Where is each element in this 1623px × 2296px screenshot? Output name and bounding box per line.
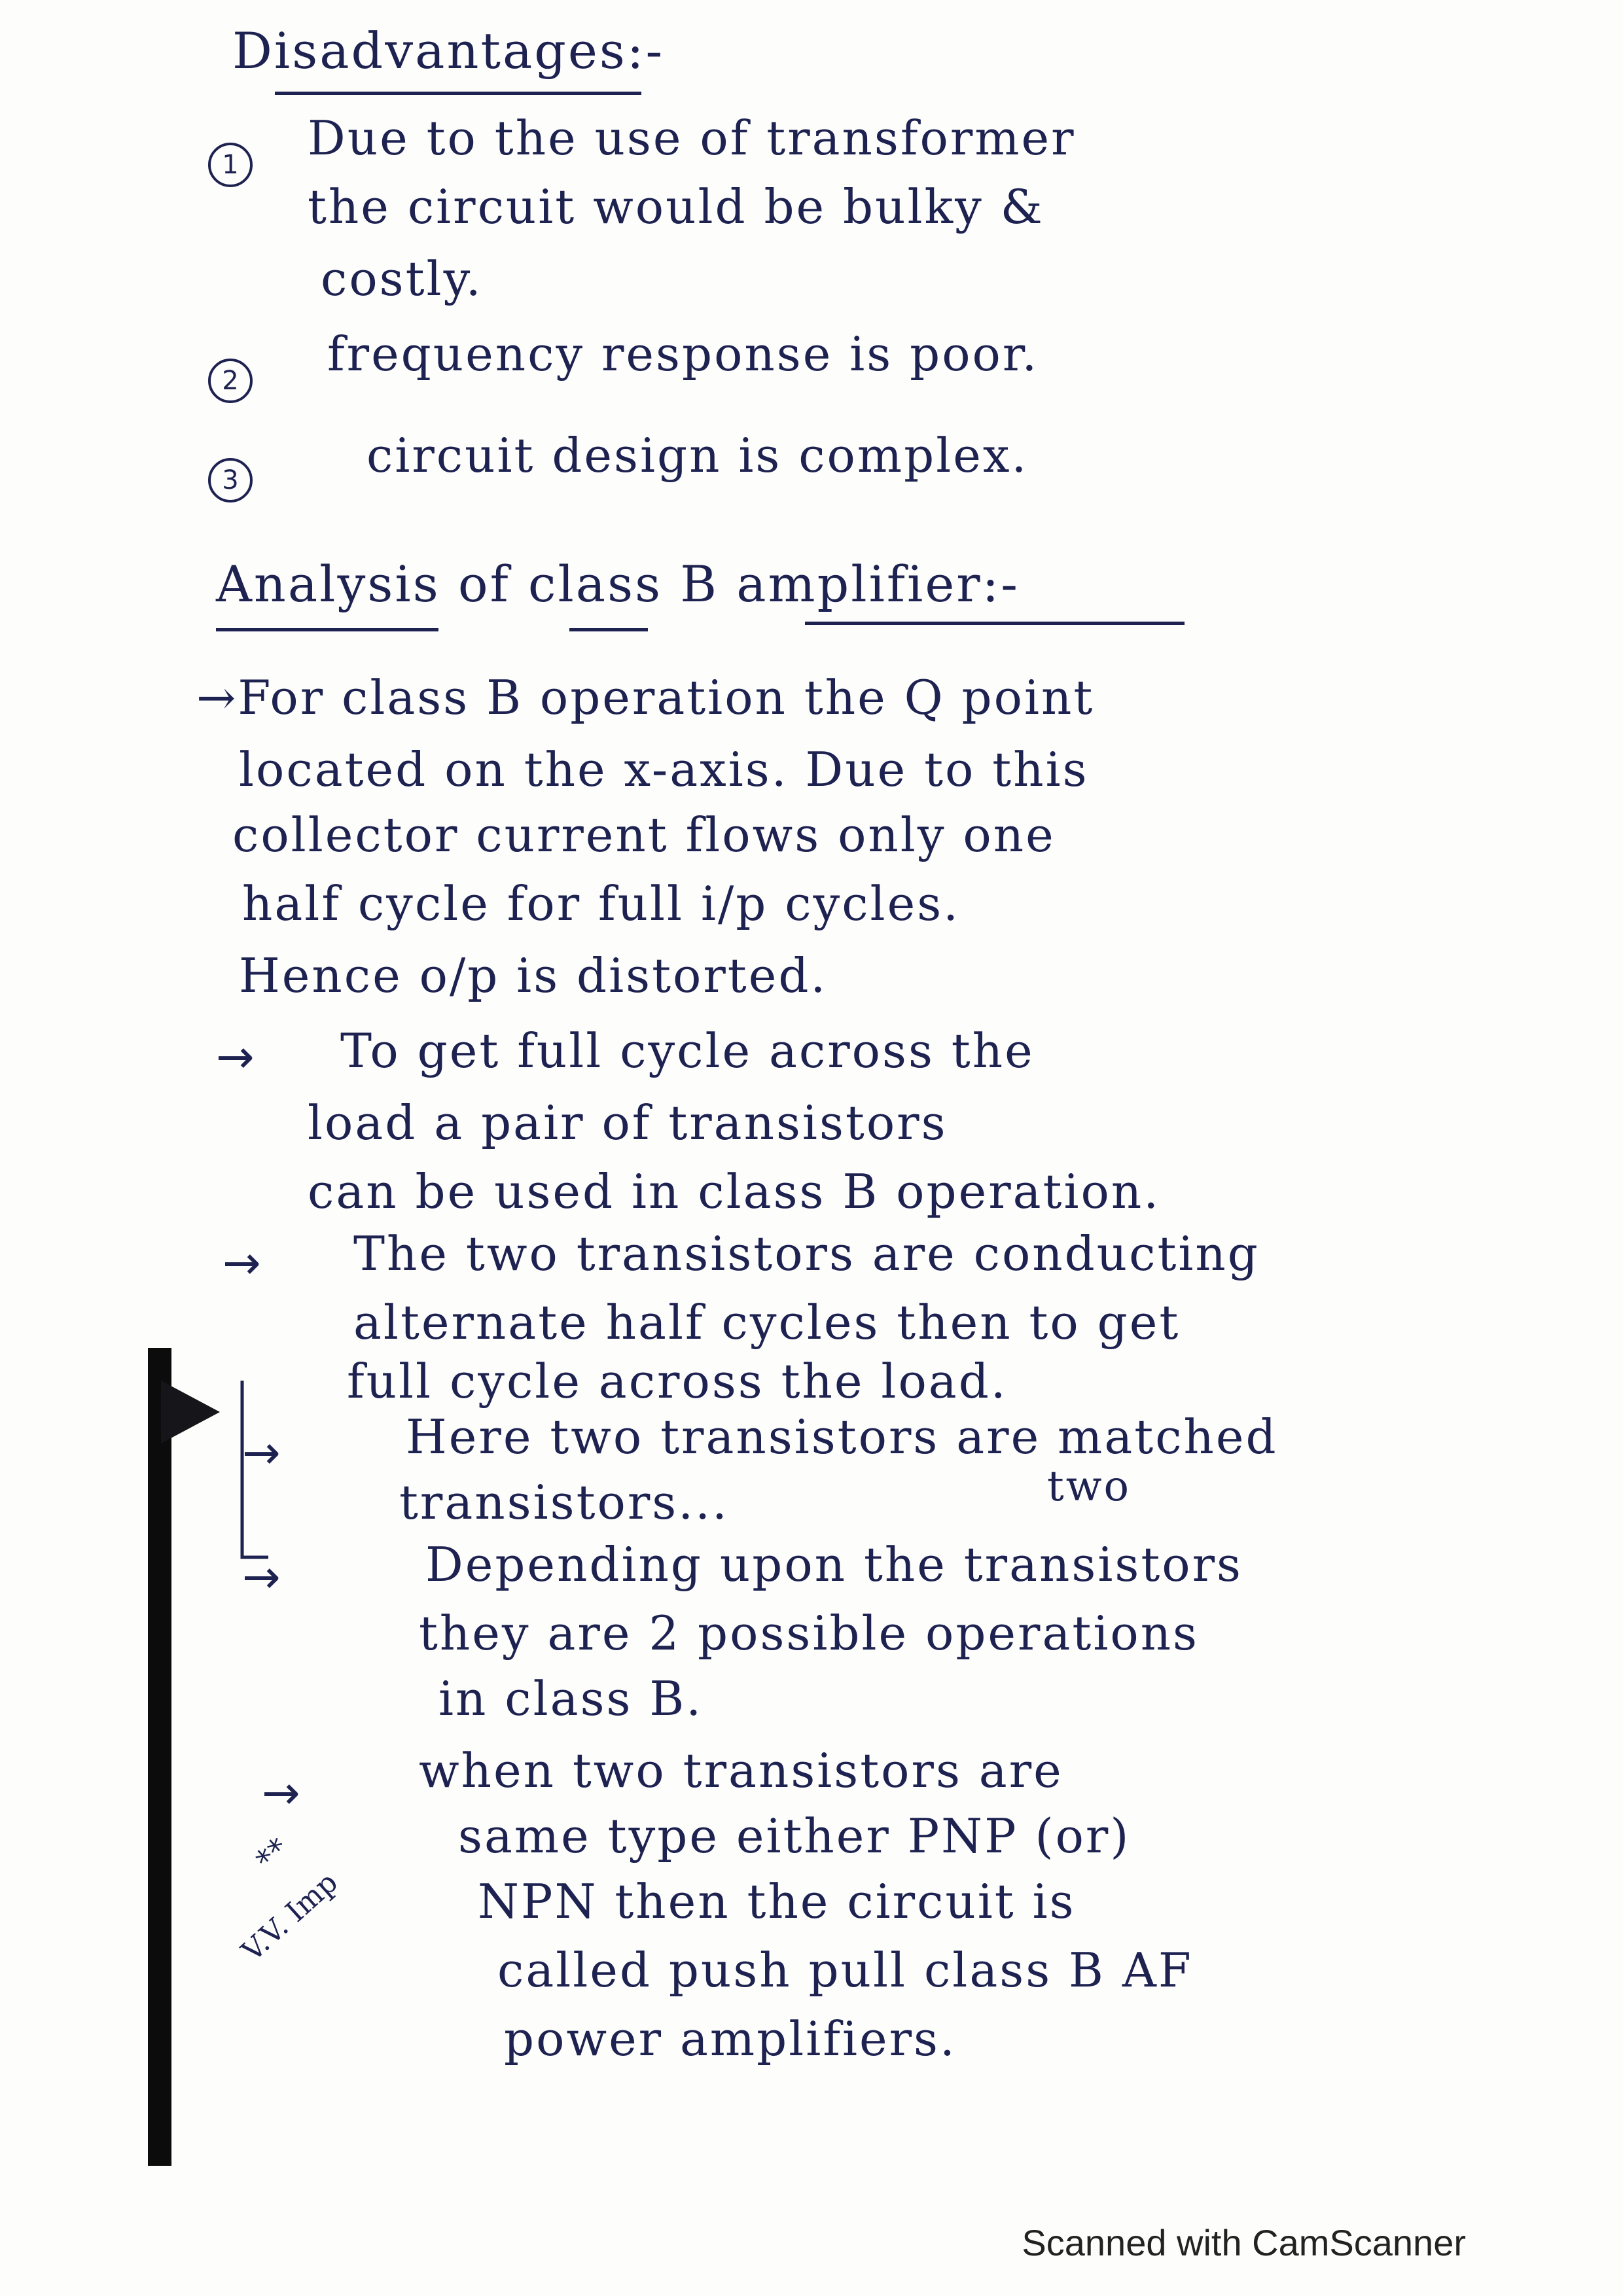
item-number-1: 1 [208, 143, 253, 187]
scan-edge-shadow [148, 1348, 171, 2166]
bullet-arrow-icon: → [223, 1236, 261, 1290]
bullet-arrow-icon: → [262, 1766, 300, 1820]
margin-arrowhead-icon [161, 1381, 220, 1443]
disadvantage-2-line-1: frequency response is poor. [327, 327, 1039, 381]
para6-line-1: when two transistors are [419, 1743, 1063, 1798]
para1-line-1: →For class B operation the Q point [196, 670, 1095, 725]
para2-line-2: load a pair of transistors [308, 1095, 948, 1150]
para4-line-2: transistors... [399, 1475, 729, 1530]
bullet-arrow-icon: → [242, 1550, 281, 1604]
margin-note-text: V.V. Imp [236, 1865, 344, 1968]
para1-line-5: Hence o/p is distorted. [239, 948, 828, 1003]
item-number-3: 3 [208, 458, 253, 503]
margin-stars: ** [249, 1830, 297, 1879]
heading-underline [275, 92, 641, 95]
analysis-underline-3 [805, 622, 1185, 625]
para4-line-1: Here two transistors are matched [406, 1409, 1278, 1464]
para6-line-4: called push pull class B AF [497, 1943, 1193, 1998]
para2-line-3: can be used in class B operation. [308, 1164, 1161, 1219]
disadvantage-1-line-3: costly. [321, 251, 483, 306]
para5-line-2: they are 2 possible operations [419, 1606, 1200, 1661]
scanner-watermark: Scanned with CamScanner [1022, 2222, 1466, 2263]
margin-note [236, 1812, 406, 1968]
para3-line-2: alternate half cycles then to get [353, 1295, 1181, 1350]
analysis-heading: Analysis of class B amplifier:- [216, 555, 1020, 613]
para1-line-3: collector current flows only one [232, 807, 1056, 862]
para1-line-2: located on the x-axis. Due to this [239, 742, 1089, 797]
para3-line-3: full cycle across the load. [347, 1354, 1008, 1409]
analysis-underline-2 [569, 628, 648, 631]
para4-annotation: two [1047, 1462, 1132, 1511]
para5-line-3: in class B. [438, 1671, 704, 1726]
para3-line-1: The two transistors are conducting [353, 1226, 1260, 1281]
para6-line-5: power amplifiers. [504, 2011, 957, 2066]
bullet-arrow-icon: → [242, 1426, 281, 1479]
para5-line-1: Depending upon the transistors [425, 1537, 1243, 1592]
disadvantage-3-line-1: circuit design is complex. [366, 428, 1029, 483]
disadvantage-1-line-1: Due to the use of transformer [308, 111, 1076, 166]
item-number-2: 2 [208, 359, 253, 403]
para1-line-4: half cycle for full i/p cycles. [242, 876, 961, 931]
bullet-arrow-icon: → [216, 1030, 255, 1084]
disadvantages-heading: Disadvantages:- [232, 22, 665, 80]
analysis-underline-1 [216, 628, 438, 631]
para2-line-1: To get full cycle across the [340, 1023, 1035, 1078]
para6-line-2: same type either PNP (or) [458, 1809, 1131, 1863]
para6-line-3: NPN then the circuit is [478, 1874, 1076, 1929]
disadvantage-1-line-2: the circuit would be bulky & [308, 179, 1044, 234]
